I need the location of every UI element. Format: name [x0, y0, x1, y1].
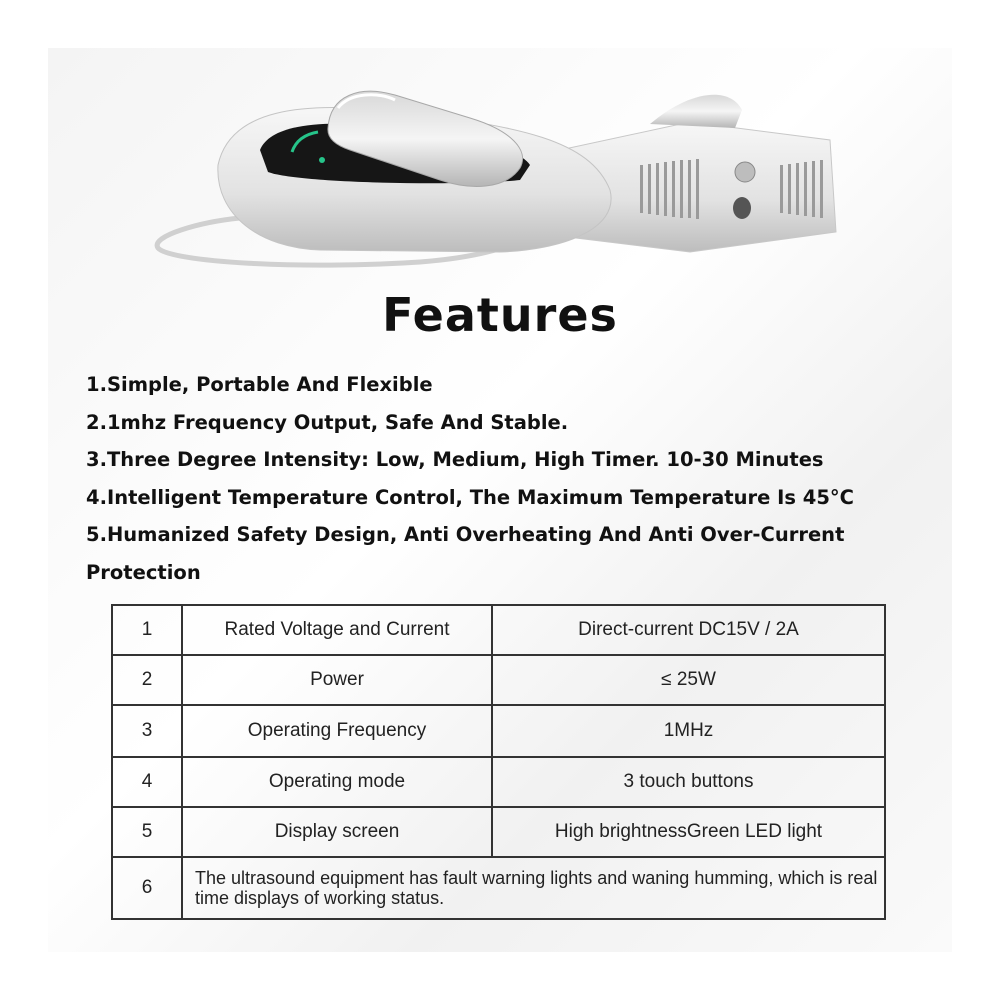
- feature-item: 2.1mhz Frequency Output, Safe And Stable.: [86, 410, 569, 434]
- spec-value: 3 touch buttons: [492, 757, 885, 807]
- spec-label: Operating mode: [182, 757, 492, 807]
- specs-table: [111, 604, 886, 920]
- spec-value: Direct-current DC15V / 2A: [492, 605, 885, 655]
- spec-value: ≤ 25W: [492, 655, 885, 705]
- spec-label: Operating Frequency: [182, 705, 492, 757]
- table-row: [112, 807, 885, 857]
- table-row: [112, 857, 885, 919]
- row-number: 4: [112, 757, 182, 807]
- spec-value: 1MHz: [492, 705, 885, 757]
- page-title: Features: [382, 288, 618, 342]
- feature-item: 1.Simple, Portable And Flexible: [86, 373, 433, 396]
- features-list: [86, 366, 926, 591]
- spec-value: High brightnessGreen LED light: [492, 807, 885, 857]
- table-row: [112, 705, 885, 757]
- table-row: [112, 655, 885, 705]
- device-rear-unit: [560, 95, 836, 252]
- row-number: 1: [112, 605, 182, 655]
- spec-note: The ultrasound equipment has fault warning lights and waning humming, which is real time displays of working status.: [182, 857, 885, 919]
- table-row: [112, 757, 885, 807]
- feature-item: 3.Three Degree Intensity: Low, Medium, High Timer. 10-30 Minutes: [86, 448, 824, 471]
- ultrasound-device-image: [0, 0, 1000, 300]
- spec-label: Power: [182, 655, 492, 705]
- table-row: [112, 605, 885, 655]
- spec-label: Display screen: [182, 807, 492, 857]
- row-number: 2: [112, 655, 182, 705]
- feature-item: 4.Intelligent Temperature Control, The Maximum Temperature Is 45°C: [86, 485, 854, 509]
- row-number: 3: [112, 705, 182, 757]
- spec-label: Rated Voltage and Current: [182, 605, 492, 655]
- row-number: 6: [112, 857, 182, 919]
- feature-item: 5.Humanized Safety Design, Anti Overheating And Anti Over-Current Protection: [86, 523, 845, 584]
- row-number: 5: [112, 807, 182, 857]
